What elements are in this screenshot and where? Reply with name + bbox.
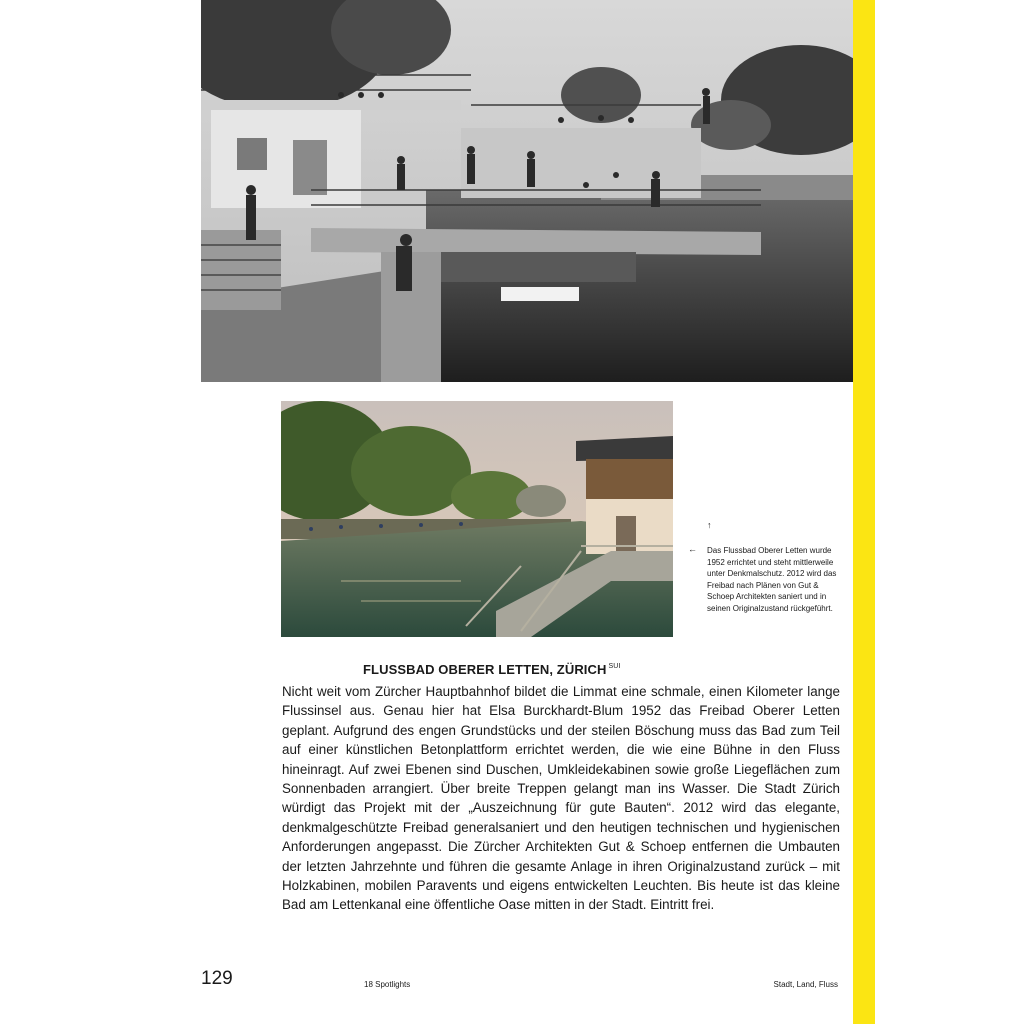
caption-text: Das Flussbad Oberer Letten wurde 1952 errichtet und steht mittlerweile unter Denkmalschutz. 2012 wird das Freibad nach Plänen von Gut & Schoep Architekten saniert und in seinen Originalzustand rückgeführt. (707, 546, 837, 613)
footer-chapter: Stadt, Land, Fluss (773, 980, 838, 989)
yellow-edge-bar (853, 0, 875, 1024)
article-headline (363, 662, 843, 677)
footer-section: 18 Spotlights (364, 980, 411, 989)
historical-bath-photo (201, 0, 853, 382)
article-body: Nicht weit vom Zürcher Hauptbahnhof bildet die Limmat eine schmale, einen Kilometer lange Flussinsel aus. Genau hier hat Elsa Burckhardt-Blum 1952 das Freibad Oberer Letten geplant. Aufgrund des engen Grundstücks und der steilen Böschung muss das Bad zum Teil auf einer künstlichen Betonplattform errichtet werden, die wie eine Bühne in den Fluss hineinragt. Auf zwei Ebenen sind Duschen, Umkleidekabinen sowie große Liegeflächen zum Sonnenbaden arrangiert. Über breite Treppen gelangt man ins Wasser. Die Stadt Zürich würdigt das Projekt mit der „Auszeichnung für gute Bauten“. 2012 wird das elegante, denkmalgeschützte Freibad generalsaniert und den heutigen technischen und hygienischen Anforderungen angepasst. Die Zürcher Architekten Gut & Schoep entfernen die Umbauten der letzten Jahrzehnte und führen die gesamte Anlage in ihren Originalzustand zurück – mit Holzkabinen, mobilen Paravents und eigens entwickelten Leuchten. Bis heute ist das kleine Bad am Lettenkanal eine öffentliche Oase mitten in der Stadt. Eintritt frei. (282, 684, 840, 913)
page-number: 129 (201, 968, 233, 989)
arrow-up-icon: ↑ (707, 520, 712, 530)
arrow-left-icon: ← (688, 544, 697, 554)
country-code: SUI (608, 663, 621, 670)
article-title: FLUSSBAD OBERER LETTEN, ZÜRICH (363, 662, 607, 677)
evening-river-bath-photo (281, 401, 673, 637)
